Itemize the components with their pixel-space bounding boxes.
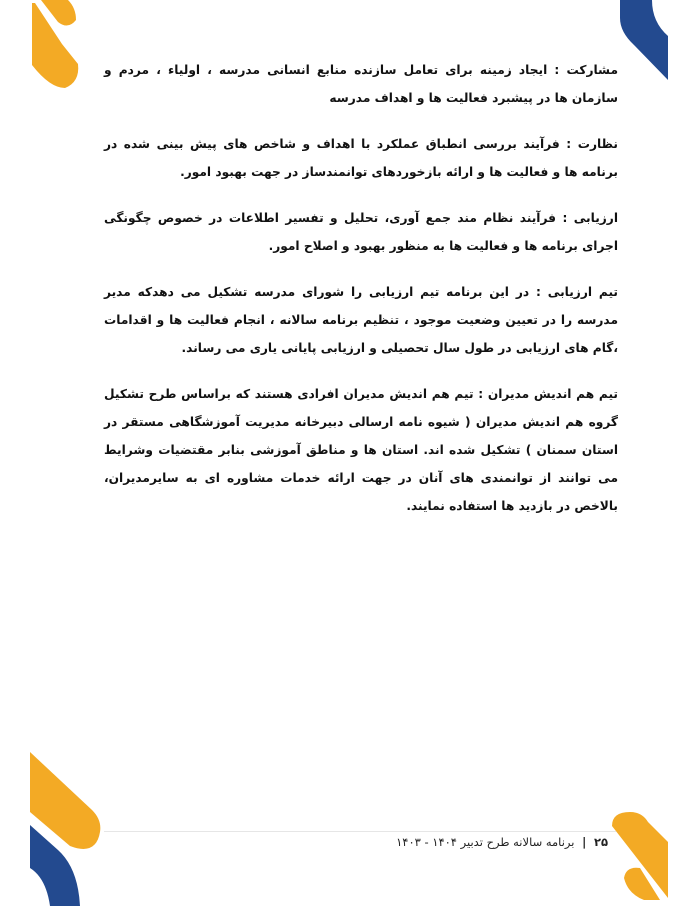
text-line: وضعیت موجود ، تنظیم برنامه سالانه ، انجام فعالیت ها و اقدامات ،گام های ارزیابی در طول سال [104,313,618,355]
paragraph-evaluation [104,204,618,260]
bottom-right-yellow-shape [612,812,668,900]
footer-title: برنامه سالانه طرح تدبیر ۱۴۰۴ - ۱۴۰۳ [396,835,575,849]
document-body [104,56,618,538]
paragraph-evaluation-team [104,278,618,362]
text-line: فعالیت ها به منظور بهبود و اصلاح امور. [268,239,509,253]
paragraph-participation [104,56,618,112]
bottom-left-shapes [30,752,100,906]
text-line: تیم ارزیابی : در این برنامه تیم ارزیابی را شورای مدرسه تشکیل می دهدکه مدیر مدرسه را در تعیین [104,285,619,327]
text-line: نظارت : فرآیند بررسی انطباق عملکرد با اهداف و شاخص های پیش بینی شده در برنامه ها و فعالیت ها [104,137,618,179]
paragraph-supervision [104,130,618,186]
text-line: تحصیلی و ارزیابی پایانی یاری می رساند. [181,341,429,355]
text-line: تیم هم اندیش مدیران : تیم هم اندیش مدیران افرادی هستند که براساس طرح تشکیل گروه هم اندیش [104,387,619,429]
top-left-yellow-shape [32,0,78,88]
text-line: مشارکت : ایجاد زمینه برای تعامل سازنده منابع انسانی مدرسه ، اولیاء ، مردم و سازمان ها در پیشبرد [104,63,618,105]
text-line: ها و مناطق آموزشی بنابر مقتضیات وشرایط می توانند از توانمندی های آنان در جهت ارائه خدمات [104,443,619,485]
paragraph-managers-think-tank [104,380,618,520]
page-footer [396,835,608,849]
top-right-blue-shape [620,0,668,80]
text-line: و ارائه بازخوردهای توانمندساز در جهت بهبود امور. [180,165,485,179]
text-line: ارزیابی : فرآیند نظام مند جمع آوری، تحلیل و تفسیر اطلاعات در خصوص چگونگی اجرای برنامه ها و [104,211,618,253]
footer-divider [104,831,616,832]
text-line: مشاوره ای به سایرمدیران، بالاخص در بازدید ها استفاده نمایند. [104,471,618,513]
text-line: مدیران ( شیوه نامه ارسالی دبیرخانه مدیریت آموزشگاهی مستقر در استان سمنان ) تشکیل شده اند. استان [104,415,619,457]
text-line: فعالیت ها و اهداف مدرسه [329,91,488,105]
footer-separator: | [582,835,587,849]
page-number: ۲۵ [593,835,608,849]
